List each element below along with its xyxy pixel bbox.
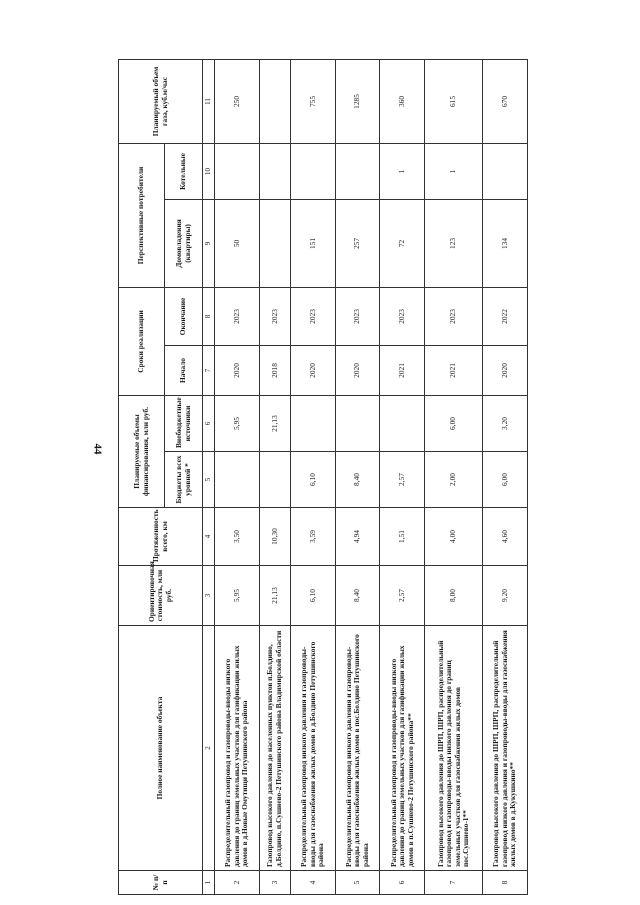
table-row — [259, 59, 290, 894]
cell-boilers — [291, 143, 336, 199]
cell-start: 2020 — [335, 345, 380, 395]
cell-gas-volume: 755 — [291, 59, 336, 143]
table-row — [425, 59, 483, 894]
cell-boilers — [483, 143, 528, 199]
column-number: 9 — [203, 199, 215, 287]
cell-gas-volume: 615 — [425, 59, 483, 143]
cell-end: 2023 — [291, 287, 336, 345]
header-num: № п/п — [119, 871, 203, 895]
header-consumers-boilers: Котельные — [165, 143, 203, 199]
cell-homes: 123 — [425, 199, 483, 287]
cell-end: 2023 — [259, 287, 290, 345]
cell-extra — [380, 395, 425, 451]
cell-start: 2021 — [425, 345, 483, 395]
cell-length: 10,30 — [259, 508, 290, 566]
cell-homes: 134 — [483, 199, 528, 287]
page-number: 44 — [91, 443, 104, 455]
cell-boilers — [215, 143, 260, 199]
cell-cost: 5,95 — [215, 566, 260, 626]
cell-length: 3,50 — [215, 508, 260, 566]
cell-gas-volume: 360 — [380, 59, 425, 143]
cell-boilers — [335, 143, 380, 199]
cell-budget: 2,00 — [425, 452, 483, 508]
cell-cost: 6,10 — [291, 566, 336, 626]
header-terms-group: Сроки реализации — [119, 287, 165, 395]
cell-budget: 2,57 — [380, 452, 425, 508]
header-funding-group: Планируемые объемы финансирования, млн руб. — [119, 395, 165, 507]
column-number-row — [203, 59, 215, 894]
cell-length: 4,60 — [483, 508, 528, 566]
header-term-start: Начало — [165, 345, 203, 395]
cell-budget: 8,40 — [335, 452, 380, 508]
cell-gas-volume — [259, 59, 290, 143]
cell-length: 4,94 — [335, 508, 380, 566]
cell-start: 2020 — [291, 345, 336, 395]
column-number: 8 — [203, 287, 215, 345]
cell-gas-volume: 1285 — [335, 59, 380, 143]
cell-start: 2018 — [259, 345, 290, 395]
cell-budget: 6,10 — [291, 452, 336, 508]
cell-length: 1,51 — [380, 508, 425, 566]
cell-num: 6 — [380, 871, 425, 895]
cell-cost: 2,57 — [380, 566, 425, 626]
column-number: 5 — [203, 452, 215, 508]
cell-num: 3 — [259, 871, 290, 895]
cell-cost: 8,00 — [425, 566, 483, 626]
table-body — [119, 59, 528, 894]
table-row — [380, 59, 425, 894]
cell-extra — [291, 395, 336, 451]
cell-gas-volume: 250 — [215, 59, 260, 143]
header-consumers-homes: Домовладения (квартиры) — [165, 199, 203, 287]
column-number: 7 — [203, 345, 215, 395]
cell-homes: 50 — [215, 199, 260, 287]
cell-name: Распределительный газопровод низкого давления и газопроводы-вводы для газоснабжения жилых домов в пос.Болдино Петушинского района — [335, 626, 380, 871]
cell-name: Распределительный газопровод низкого давления и газопроводы-вводы для газоснабжения жилых домов в д.Болдино Петушинского района — [291, 626, 336, 871]
cell-homes: 72 — [380, 199, 425, 287]
cell-length: 4,00 — [425, 508, 483, 566]
header-cost: Ориентировочная стоимость, млн руб. — [119, 566, 203, 626]
cell-budget — [259, 452, 290, 508]
cell-num: 2 — [215, 871, 260, 895]
column-number: 1 — [203, 871, 215, 895]
cell-cost: 9,20 — [483, 566, 528, 626]
cell-start: 2021 — [380, 345, 425, 395]
cell-extra: 6,00 — [425, 395, 483, 451]
header-row-top — [119, 59, 165, 894]
column-number: 4 — [203, 508, 215, 566]
header-gas-volume: Планируемый объем газа, куб.м/час — [119, 59, 203, 143]
table-row — [483, 59, 528, 894]
gasification-objects-table — [118, 59, 528, 895]
column-number: 3 — [203, 566, 215, 626]
table-row — [291, 59, 336, 894]
cell-end: 2023 — [215, 287, 260, 345]
header-consumers-group: Перспективные потребители — [119, 143, 165, 287]
cell-extra: 21,13 — [259, 395, 290, 451]
cell-boilers: 1 — [425, 143, 483, 199]
cell-extra — [335, 395, 380, 451]
cell-cost: 21,13 — [259, 566, 290, 626]
cell-boilers: 1 — [380, 143, 425, 199]
cell-homes — [259, 199, 290, 287]
header-funding-extra: Внебюджетные источники — [165, 395, 203, 451]
cell-cost: 8,40 — [335, 566, 380, 626]
column-number: 10 — [203, 143, 215, 199]
cell-extra: 5,95 — [215, 395, 260, 451]
header-name: Полное наименование объекта — [119, 626, 203, 871]
cell-num: 7 — [425, 871, 483, 895]
cell-length: 3,59 — [291, 508, 336, 566]
cell-num: 4 — [291, 871, 336, 895]
cell-num: 5 — [335, 871, 380, 895]
cell-end: 2023 — [425, 287, 483, 345]
cell-end: 2023 — [335, 287, 380, 345]
cell-end: 2023 — [380, 287, 425, 345]
cell-gas-volume: 670 — [483, 59, 528, 143]
header-length: Протяженность всего, км — [119, 508, 203, 566]
cell-start: 2020 — [215, 345, 260, 395]
cell-name: Газопровод высокого давления до населенных пунктов п.Болдино, д.Болдино, п.Сушнево-2 Петушинского района Владимирской области — [259, 626, 290, 871]
cell-name: Распределительный газопровод и газопроводы-вводы низкого давления до границ земельных участков для газификации жилых домов в п.Сушнево-2 Петушинского района** — [380, 626, 425, 871]
cell-name: Газопровод высокого давления до ШРП, ШРП, распределительный газопровод и газопроводы-вводы низкого давления до границ земельных участков для газоснабжения жилых домов пос.Сушнево-1** — [425, 626, 483, 871]
cell-homes: 257 — [335, 199, 380, 287]
cell-extra: 3,20 — [483, 395, 528, 451]
cell-budget — [215, 452, 260, 508]
document-table-wrapper — [118, 60, 528, 895]
cell-num: 8 — [483, 871, 528, 895]
cell-start: 2020 — [483, 345, 528, 395]
cell-homes: 151 — [291, 199, 336, 287]
cell-boilers — [259, 143, 290, 199]
column-number: 11 — [203, 59, 215, 143]
cell-budget: 6,00 — [483, 452, 528, 508]
header-term-end: Окончание — [165, 287, 203, 345]
table-row — [335, 59, 380, 894]
table-row — [215, 59, 260, 894]
column-number: 6 — [203, 395, 215, 451]
column-number: 2 — [203, 626, 215, 871]
cell-name: Распределительный газопровод и газопроводы-вводы низкого давления до границ земельных участков для газификации жилых домов в д.Новые Омутищи Петушинского района — [215, 626, 260, 871]
header-funding-budget: Бюджеты всех уровней * — [165, 452, 203, 508]
cell-name: Газопровод высокого давления до ШРП, ШРП, распределительный газопровод низкого давления и газопроводы-вводы для газоснабжения жилых домов в д.Кукушкино** — [483, 626, 528, 871]
cell-end: 2022 — [483, 287, 528, 345]
